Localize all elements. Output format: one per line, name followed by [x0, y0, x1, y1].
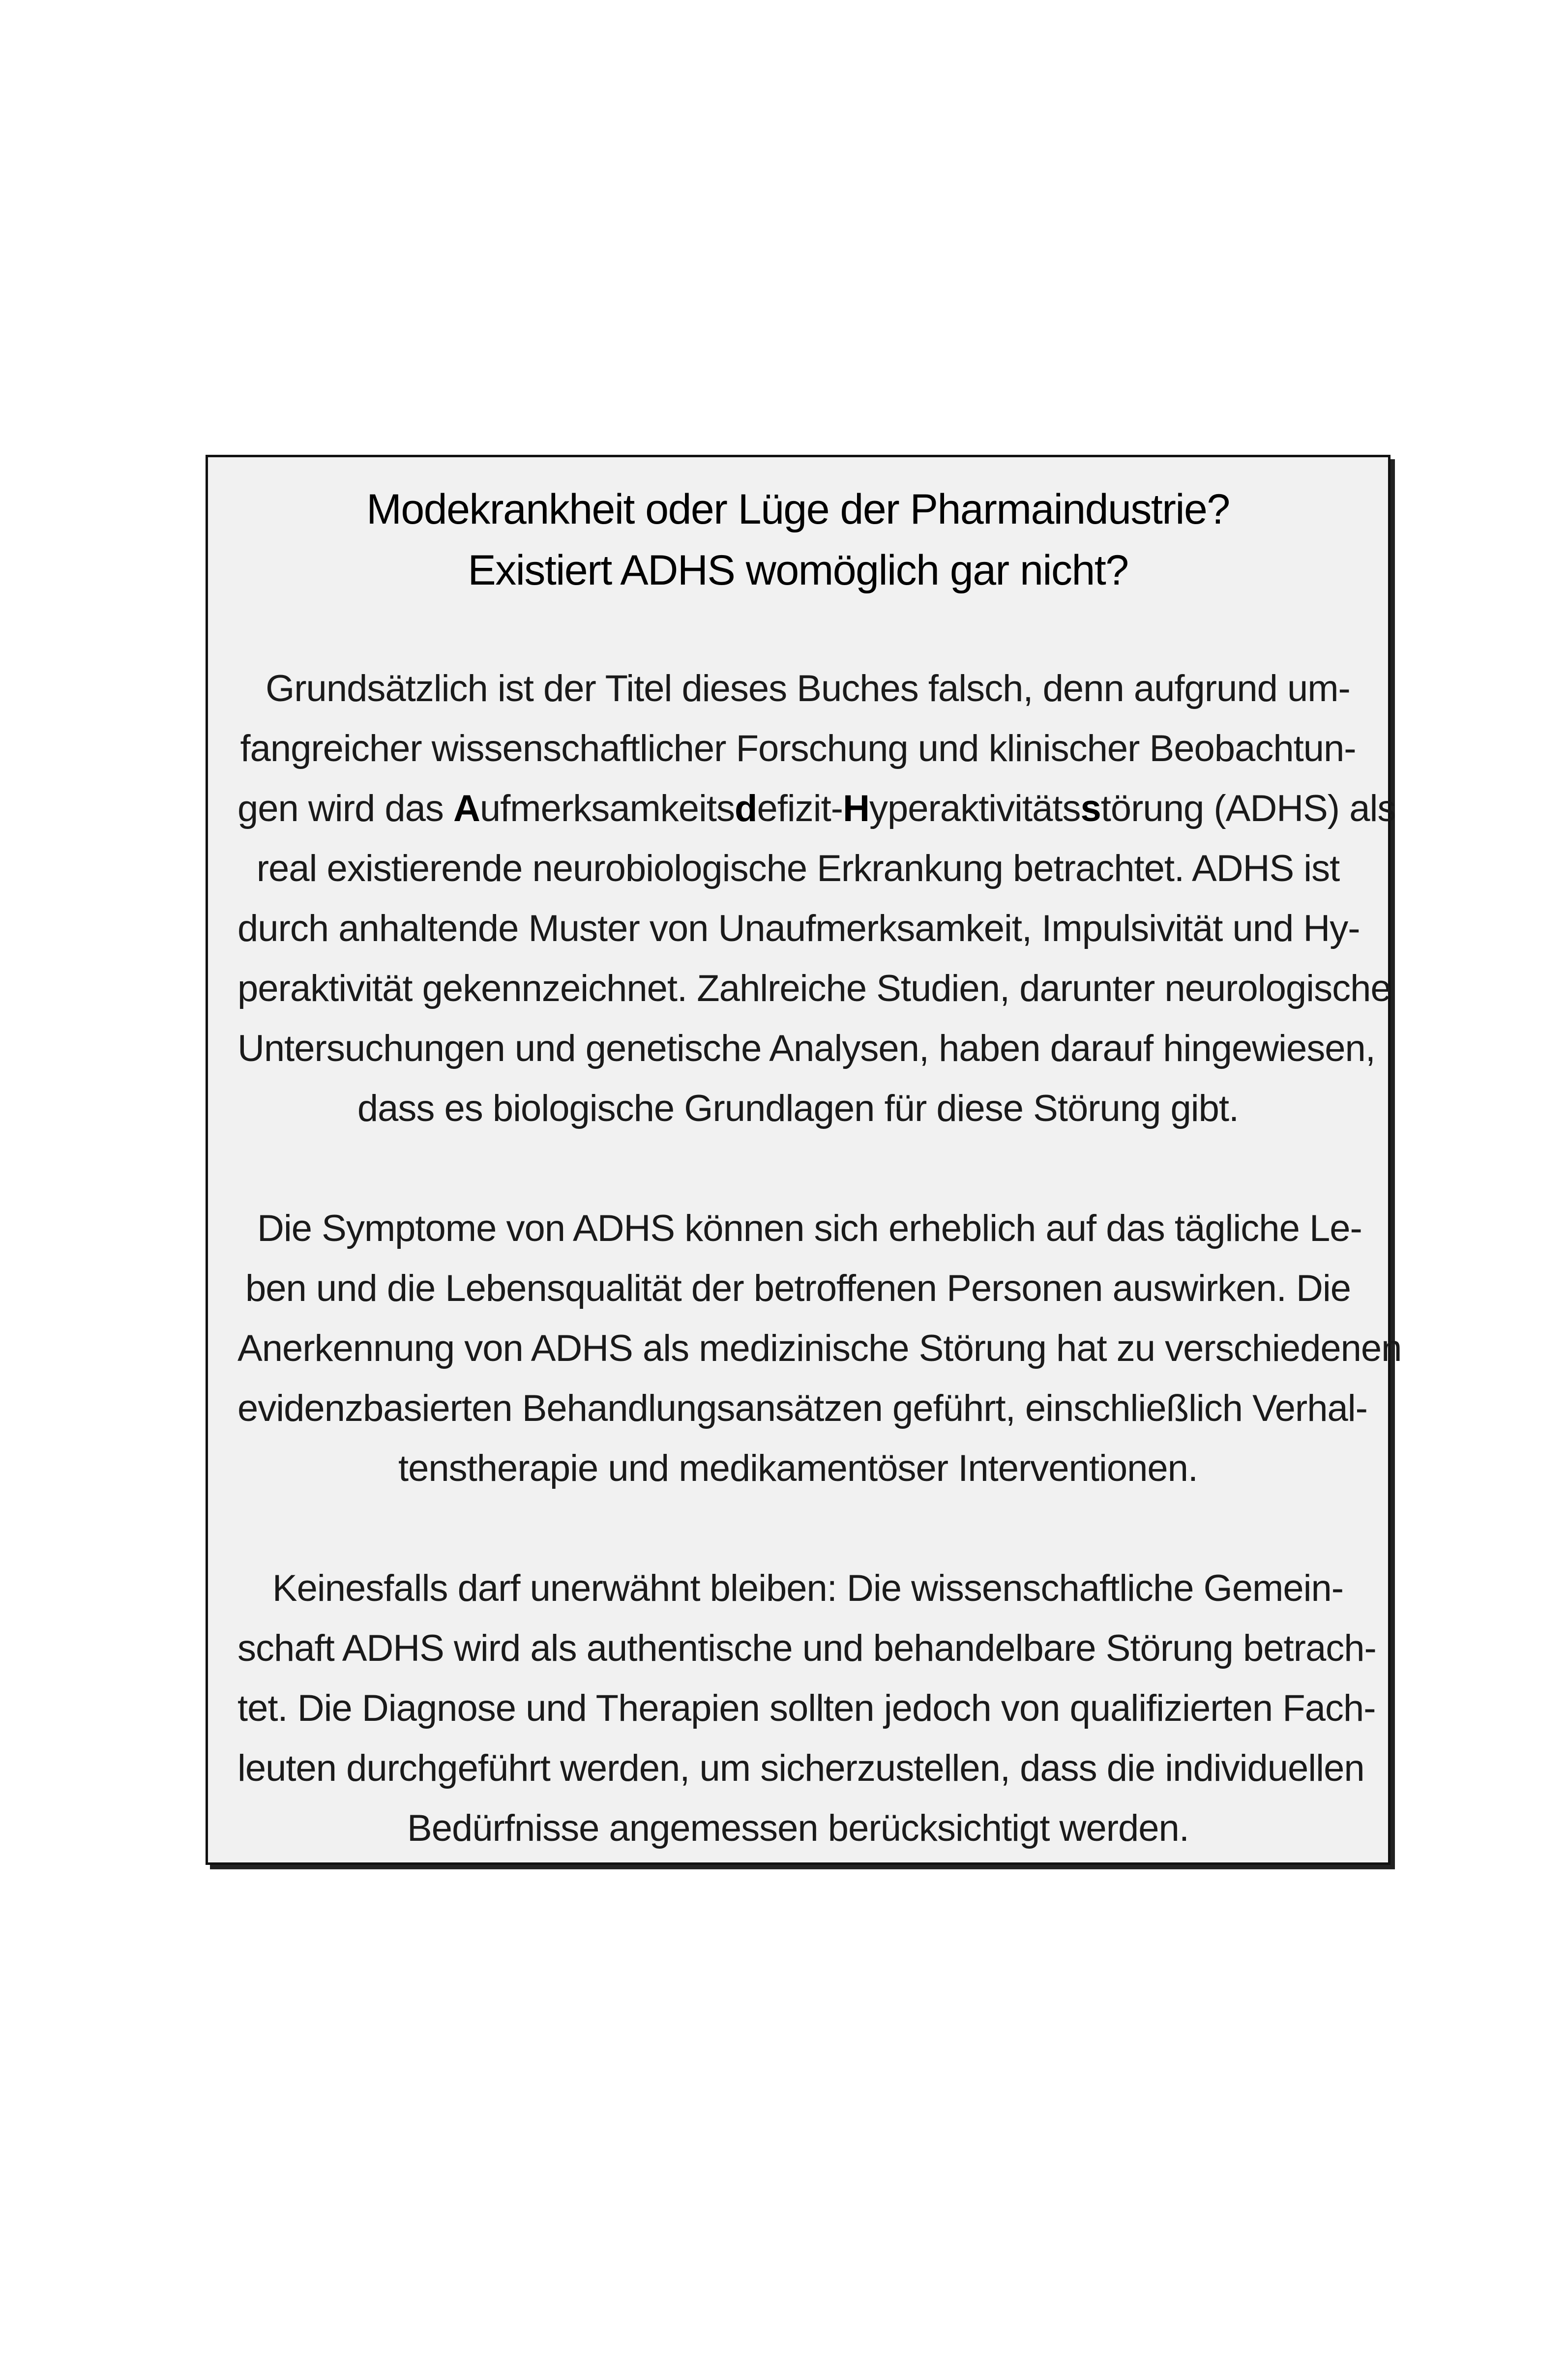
acronym-letter-h: H — [843, 788, 869, 829]
paragraph-1-line-5: durch anhaltende Muster von Unaufmerksamkeit, Impulsivität und Hy- — [237, 908, 1360, 949]
paragraph-2-line-1: Die Symptome von ADHS können sich erheblich auf das tägliche Le- — [257, 1208, 1362, 1249]
paragraph-1-line-4: real existierende neurobiologische Erkrankung betrachtet. ADHS ist — [256, 848, 1340, 889]
paragraph-3-line-1: Keinesfalls darf unerwähnt bleiben: Die wissenschaftliche Gemein- — [272, 1567, 1344, 1609]
paragraph-1-line-8: dass es biologische Grundlagen für diese Störung gibt. — [357, 1088, 1239, 1129]
paragraph-3-line-2: schaft ADHS wird als authentische und behandelbare Störung betrach- — [237, 1627, 1376, 1669]
paragraph-2-line-3: Anerkennung von ADHS als medizinische Störung hat zu verschiedenen — [237, 1328, 1402, 1369]
paragraph-1-line-7: Untersuchungen und genetische Analysen, haben darauf hingewiesen, — [237, 1028, 1375, 1069]
paragraph-3 — [237, 1559, 1376, 1858]
line-3-pre: gen wird das — [237, 788, 454, 829]
box-heading — [237, 479, 1359, 601]
paragraph-3-line-5: Bedürfnisse angemessen berücksichtigt werden. — [407, 1807, 1189, 1849]
line-3-part-1: ufmerksamkeits — [479, 788, 735, 829]
paragraph-2-line-4: evidenzbasierten Behandlungsansätzen geführt, einschließlich Verhal- — [237, 1387, 1367, 1429]
paragraph-1-line-1: Grundsätzlich ist der Titel dieses Buches falsch, denn aufgrund um- — [266, 668, 1350, 709]
acronym-letter-d: d — [735, 788, 757, 829]
line-3-post: törung (ADHS) als — [1100, 788, 1396, 829]
line-3-part-3: yperaktivitäts — [869, 788, 1081, 829]
heading-line-2: Existiert ADHS womöglich gar nicht? — [468, 547, 1128, 594]
paragraph-1-line-3 — [237, 779, 1396, 839]
paragraph-1-line-2: fangreicher wissenschaftlicher Forschung und klinischer Beobachtun- — [240, 728, 1356, 769]
line-3-part-2: efizit- — [757, 788, 843, 829]
paragraph-1-line-6: peraktivität gekennzeichnet. Zahlreiche Studien, darunter neurologische — [237, 968, 1391, 1009]
acronym-letter-s: s — [1080, 788, 1101, 829]
paragraph-3-line-3: tet. Die Diagnose und Therapien sollten jedoch von qualifizierten Fach- — [237, 1687, 1376, 1729]
paragraph-2-line-5: tenstherapie und medikamentöser Interventionen. — [398, 1447, 1198, 1489]
paragraph-1 — [237, 659, 1396, 1139]
heading-line-1: Modekrankheit oder Lüge der Pharmaindustrie? — [366, 486, 1230, 533]
paragraph-2 — [237, 1199, 1402, 1499]
paragraph-3-line-4: leuten durchgeführt werden, um sicherzustellen, dass die individuellen — [237, 1747, 1364, 1789]
paragraph-2-line-2: ben und die Lebensqualität der betroffenen Personen auswirken. Die — [245, 1268, 1351, 1309]
acronym-letter-a: A — [453, 788, 480, 829]
info-box — [206, 455, 1402, 1865]
